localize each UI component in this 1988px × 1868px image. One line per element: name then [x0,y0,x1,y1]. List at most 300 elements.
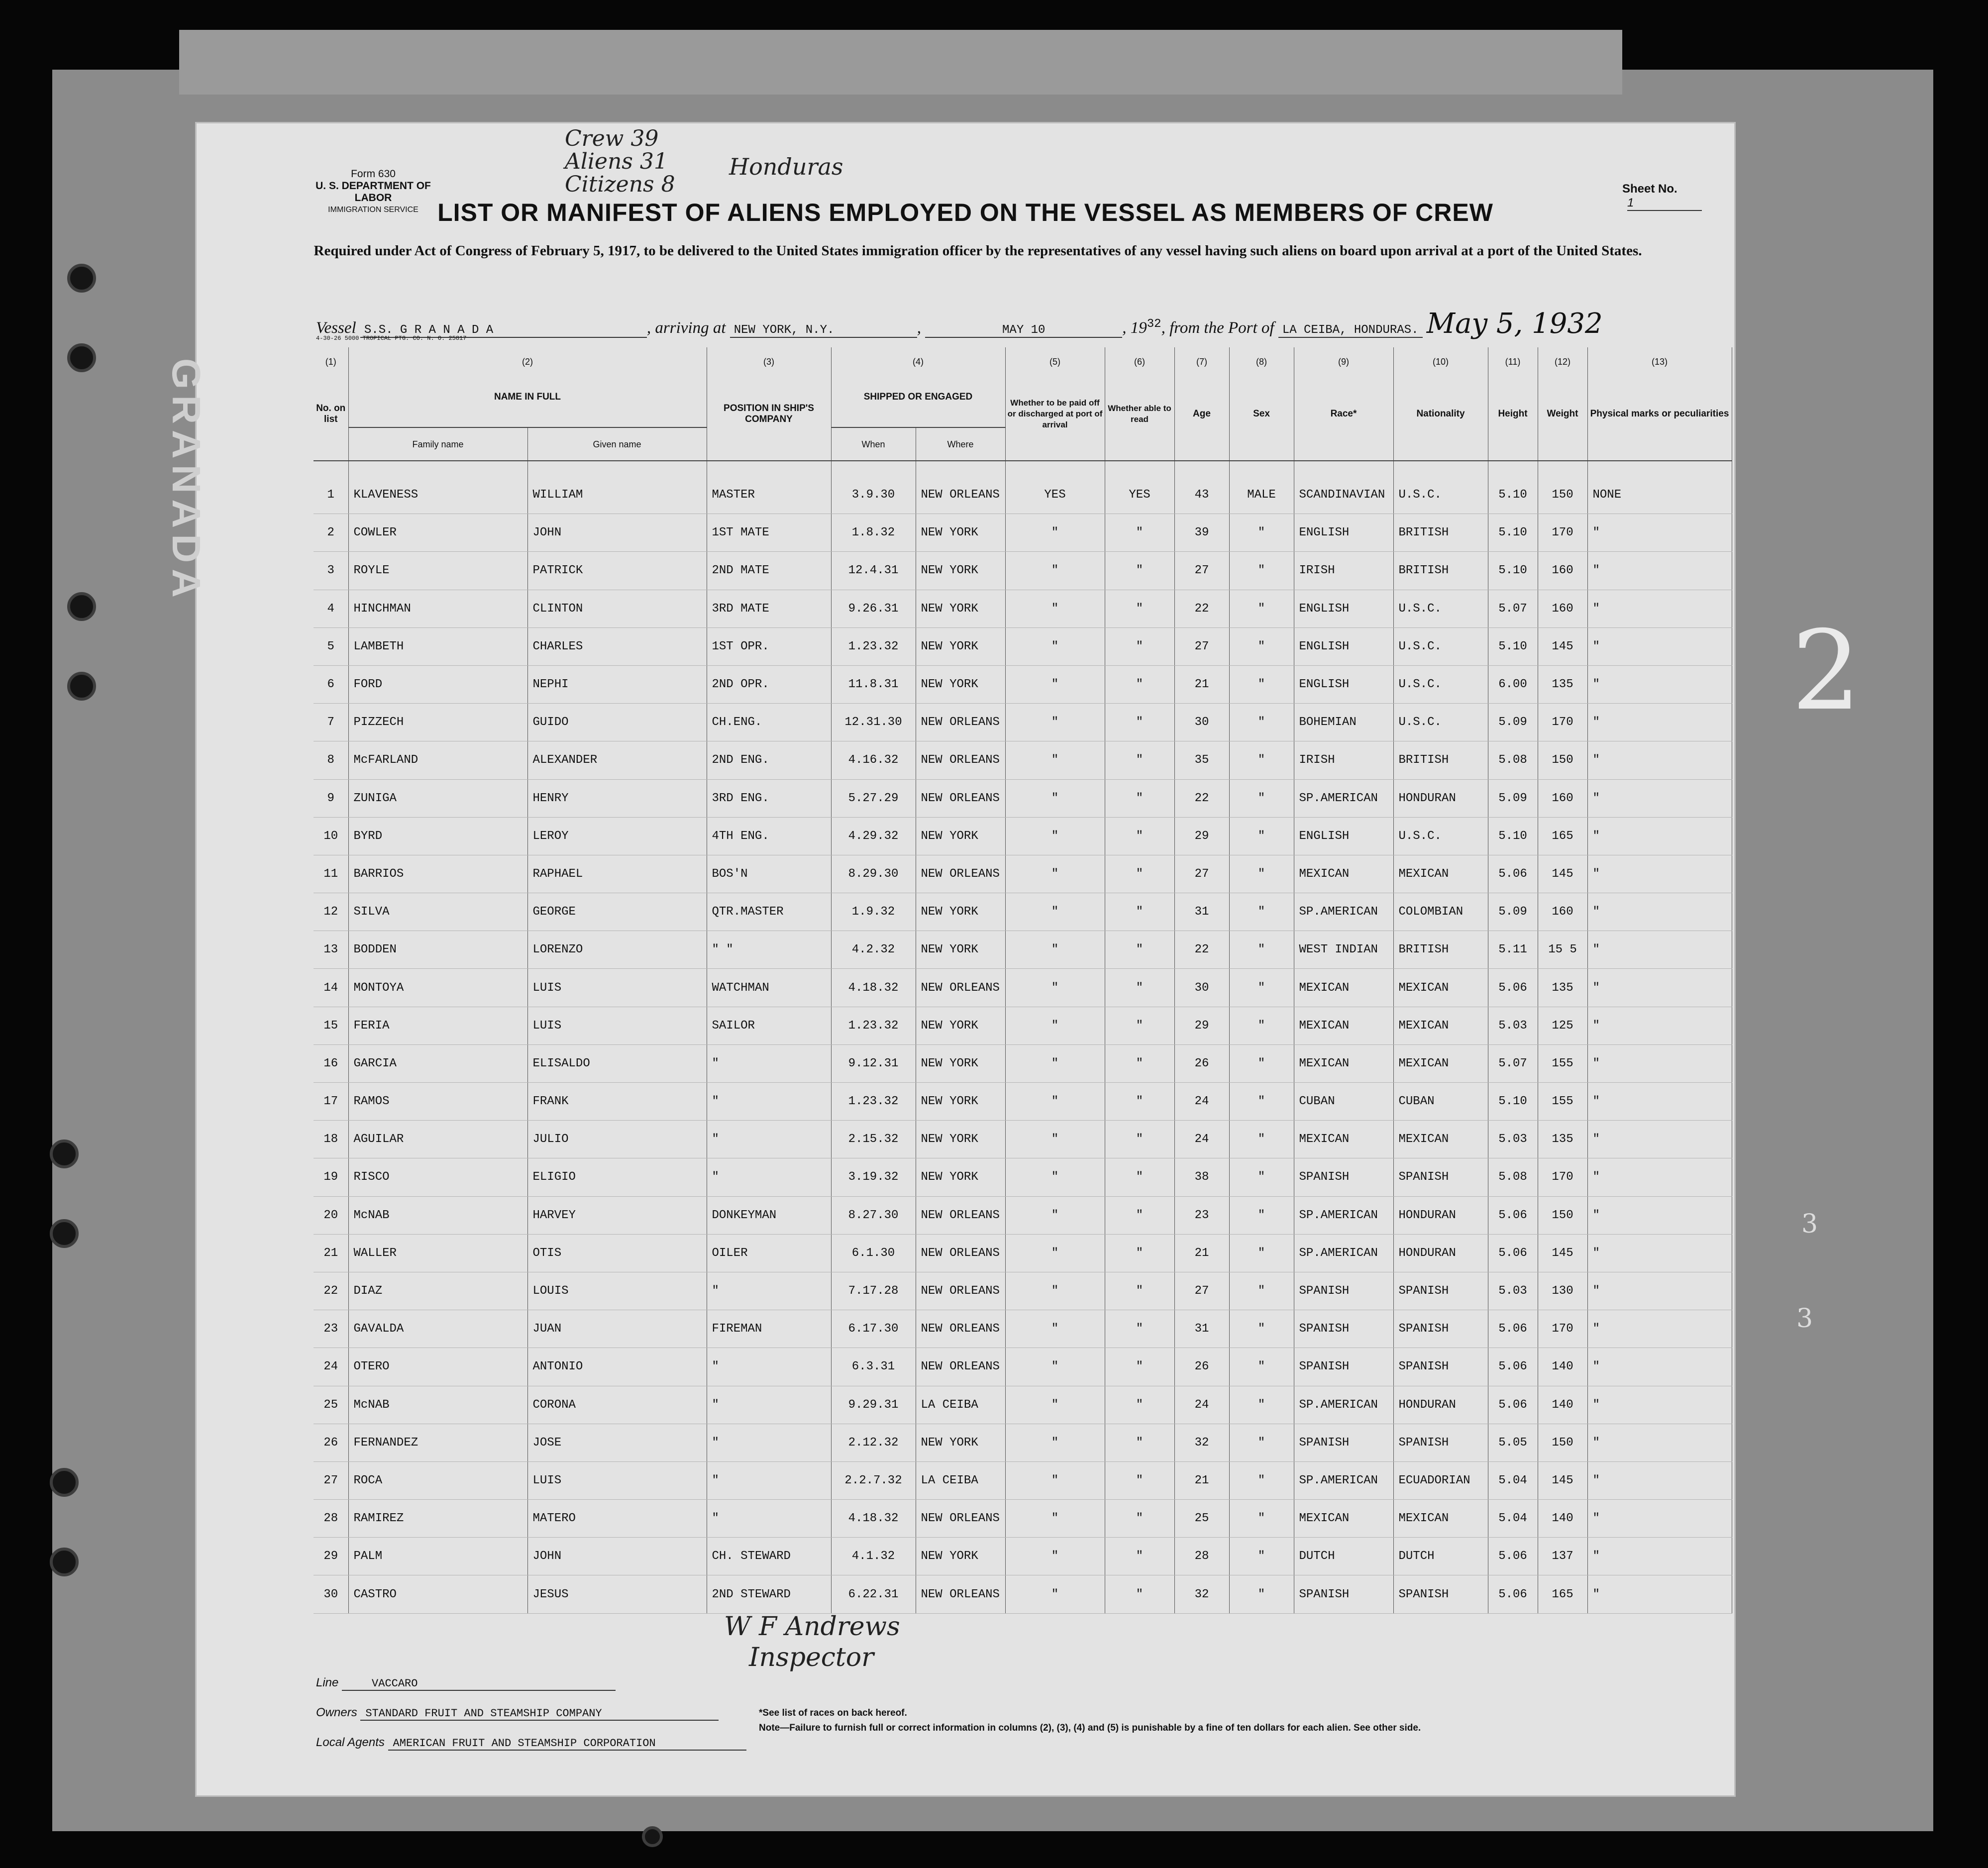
given-name-cell: WILLIAM [527,461,707,514]
shipped-where-cell: NEW YORK [916,665,1005,703]
height-cell: 5.06 [1488,1196,1538,1234]
sex-cell: " [1229,1575,1294,1613]
family-name-cell: RAMOS [348,1083,527,1121]
crew-row [314,1044,1732,1082]
sheet-number-label: Sheet No. [1622,182,1677,196]
crew-row [314,1348,1732,1386]
height-cell: 5.10 [1488,552,1538,590]
race-cell: BOHEMIAN [1294,704,1393,741]
height-cell: 5.10 [1488,1083,1538,1121]
race-cell: ENGLISH [1294,514,1393,552]
crew-row [314,741,1732,779]
list-no-cell: 23 [314,1310,348,1348]
header-physical-marks: Physical marks or peculiarities [1587,367,1732,461]
weight-cell: 145 [1538,855,1587,893]
weight-cell: 165 [1538,817,1587,855]
age-cell: 39 [1174,514,1229,552]
shipped-where-cell: NEW ORLEANS [916,1500,1005,1538]
shipped-where-cell: NEW YORK [916,1007,1005,1044]
nationality-cell: ECUADORIAN [1393,1461,1488,1499]
physical-marks-cell: " [1587,817,1732,855]
col-number: (8) [1229,347,1294,367]
department-name: U. S. DEPARTMENT OF LABOR [315,180,431,204]
position-cell: 4TH ENG. [707,817,831,855]
list-no-cell: 6 [314,665,348,703]
shipped-when-cell: 1.8.32 [831,514,916,552]
list-no-cell: 29 [314,1538,348,1575]
race-cell: MEXICAN [1294,855,1393,893]
able-to-read-cell: " [1105,590,1174,627]
height-cell: 5.09 [1488,893,1538,931]
paid-off-cell: " [1005,1310,1105,1348]
paid-off-cell: " [1005,514,1105,552]
physical-marks-cell: " [1587,1158,1732,1196]
position-cell: 2ND ENG. [707,741,831,779]
list-no-cell: 7 [314,704,348,741]
col-number: (12) [1538,347,1587,367]
physical-marks-cell: NONE [1587,461,1732,514]
nationality-cell: U.S.C. [1393,817,1488,855]
header-weight: Weight [1538,367,1587,461]
able-to-read-cell: " [1105,1196,1174,1234]
sex-cell: " [1229,552,1294,590]
shipped-where-cell: NEW YORK [916,1158,1005,1196]
margin-mark-3: 3 [1796,1304,1813,1334]
height-cell: 5.09 [1488,779,1538,817]
binder-tab [179,30,1622,95]
list-no-cell: 17 [314,1083,348,1121]
sex-cell: " [1229,1121,1294,1158]
physical-marks-cell: " [1587,779,1732,817]
nationality-cell: BRITISH [1393,741,1488,779]
header-nationality: Nationality [1393,367,1488,461]
position-cell: WATCHMAN [707,969,831,1007]
shipped-when-cell: 9.29.31 [831,1386,916,1424]
weight-cell: 15 5 [1538,931,1587,969]
paid-off-cell: " [1005,1234,1105,1272]
able-to-read-cell: " [1105,969,1174,1007]
position-cell: MASTER [707,461,831,514]
position-cell: DONKEYMAN [707,1196,831,1234]
header-race: Race* [1294,367,1393,461]
able-to-read-cell: " [1105,704,1174,741]
crew-row [314,855,1732,893]
punch-hole [67,264,96,293]
shipped-when-cell: 8.29.30 [831,855,916,893]
sex-cell: " [1229,1196,1294,1234]
nationality-cell: U.S.C. [1393,461,1488,514]
family-name-cell: FORD [348,665,527,703]
race-cell: MEXICAN [1294,1500,1393,1538]
paid-off-cell: " [1005,1538,1105,1575]
family-name-cell: SILVA [348,893,527,931]
given-name-cell: NEPHI [527,665,707,703]
height-cell: 6.00 [1488,665,1538,703]
crew-row [314,704,1732,741]
able-to-read-cell: " [1105,1083,1174,1121]
crew-row [314,1461,1732,1499]
race-cell: ENGLISH [1294,627,1393,665]
nationality-cell: SPANISH [1393,1424,1488,1461]
paid-off-cell: " [1005,931,1105,969]
able-to-read-cell: " [1105,1500,1174,1538]
footer-local-agents [316,1736,746,1751]
weight-cell: 140 [1538,1386,1587,1424]
age-cell: 21 [1174,665,1229,703]
nationality-cell: MEXICAN [1393,1121,1488,1158]
crew-row [314,1234,1732,1272]
race-cell: SPANISH [1294,1272,1393,1310]
nationality-cell: MEXICAN [1393,1007,1488,1044]
given-name-cell: HENRY [527,779,707,817]
physical-marks-cell: " [1587,627,1732,665]
physical-marks-cell: " [1587,969,1732,1007]
list-no-cell: 30 [314,1575,348,1613]
crew-row [314,514,1732,552]
list-no-cell: 27 [314,1461,348,1499]
able-to-read-cell: " [1105,1348,1174,1386]
given-name-cell: JOHN [527,1538,707,1575]
position-cell: SAILOR [707,1007,831,1044]
family-name-cell: CASTRO [348,1575,527,1613]
age-cell: 24 [1174,1121,1229,1158]
position-cell: " [707,1121,831,1158]
weight-cell: 160 [1538,893,1587,931]
sex-cell: " [1229,1007,1294,1044]
height-cell: 5.05 [1488,1424,1538,1461]
physical-marks-cell: " [1587,931,1732,969]
family-name-cell: BODDEN [348,931,527,969]
height-cell: 5.07 [1488,1044,1538,1082]
paid-off-cell: " [1005,817,1105,855]
shipped-where-cell: NEW YORK [916,1424,1005,1461]
race-cell: SP.AMERICAN [1294,1461,1393,1499]
sex-cell: " [1229,1500,1294,1538]
list-no-cell: 14 [314,969,348,1007]
shipped-when-cell: 9.26.31 [831,590,916,627]
sex-cell: " [1229,590,1294,627]
crew-table [314,347,1732,1614]
physical-marks-cell: " [1587,855,1732,893]
weight-cell: 150 [1538,1196,1587,1234]
list-no-cell: 8 [314,741,348,779]
age-cell: 27 [1174,855,1229,893]
given-name-cell: FRANK [527,1083,707,1121]
age-cell: 32 [1174,1424,1229,1461]
shipped-when-cell: 1.23.32 [831,1007,916,1044]
physical-marks-cell: " [1587,665,1732,703]
able-to-read-cell: " [1105,1386,1174,1424]
family-name-cell: DIAZ [348,1272,527,1310]
header-able-to-read: Whether able to read [1105,367,1174,461]
crew-row [314,1575,1732,1613]
handwritten-country: Honduras [729,153,843,180]
shipped-when-cell: 5.27.29 [831,779,916,817]
shipped-when-cell: 12.31.30 [831,704,916,741]
column-header-row [314,367,1732,427]
race-cell: MEXICAN [1294,1044,1393,1082]
shipped-where-cell: NEW ORLEANS [916,1310,1005,1348]
column-number-row [314,347,1732,367]
able-to-read-cell: " [1105,893,1174,931]
physical-marks-cell: " [1587,1386,1732,1424]
position-cell: " [707,1348,831,1386]
able-to-read-cell: " [1105,1538,1174,1575]
shipped-where-cell: NEW YORK [916,893,1005,931]
age-cell: 21 [1174,1234,1229,1272]
able-to-read-cell: YES [1105,461,1174,514]
weight-cell: 140 [1538,1500,1587,1538]
shipped-where-cell: NEW ORLEANS [916,461,1005,514]
owners-label: Owners [316,1706,357,1719]
arrival-port: NEW YORK, N.Y. [730,323,917,338]
nationality-cell: SPANISH [1393,1158,1488,1196]
physical-marks-cell: " [1587,704,1732,741]
weight-cell: 145 [1538,1234,1587,1272]
given-name-cell: LEROY [527,817,707,855]
vessel-label: Vessel [316,319,356,337]
shipped-where-cell: NEW YORK [916,817,1005,855]
given-name-cell: PATRICK [527,552,707,590]
shipped-where-cell: NEW ORLEANS [916,1234,1005,1272]
sex-cell: " [1229,1386,1294,1424]
race-cell: DUTCH [1294,1538,1393,1575]
crew-row [314,1007,1732,1044]
shipped-when-cell: 4.18.32 [831,969,916,1007]
paid-off-cell: " [1005,704,1105,741]
nationality-cell: HONDURAN [1393,1234,1488,1272]
crew-row [314,461,1732,514]
inspector-signature [724,1611,900,1673]
height-cell: 5.03 [1488,1272,1538,1310]
height-cell: 5.06 [1488,1575,1538,1613]
paid-off-cell: YES [1005,461,1105,514]
paid-off-cell: " [1005,1044,1105,1082]
paid-off-cell: " [1005,779,1105,817]
paid-off-cell: " [1005,1196,1105,1234]
given-name-cell: ELIGIO [527,1158,707,1196]
age-cell: 26 [1174,1044,1229,1082]
position-cell: " " [707,931,831,969]
local-agents-label: Local Agents [316,1736,385,1749]
age-cell: 30 [1174,704,1229,741]
list-no-cell: 5 [314,627,348,665]
height-cell: 5.03 [1488,1007,1538,1044]
vessel-line: Vessel S.S. G R A N A D A , arriving at NEW YORK, N.Y. , MAY 10 , 1932, from the Port of LA CEIBA, HONDURAS. May 5, 1932 [316,308,1603,340]
weight-cell: 155 [1538,1044,1587,1082]
height-cell: 5.06 [1488,855,1538,893]
age-cell: 21 [1174,1461,1229,1499]
sex-cell: " [1229,1158,1294,1196]
sex-cell: " [1229,741,1294,779]
sex-cell: " [1229,1348,1294,1386]
height-cell: 5.06 [1488,1234,1538,1272]
nationality-cell: BRITISH [1393,514,1488,552]
physical-marks-cell: " [1587,1461,1732,1499]
paid-off-cell: " [1005,665,1105,703]
weight-cell: 170 [1538,704,1587,741]
shipped-when-cell: 9.12.31 [831,1044,916,1082]
punch-hole [67,592,96,621]
form-number: Form 630 [351,168,396,180]
able-to-read-cell: " [1105,1272,1174,1310]
nationality-cell: MEXICAN [1393,1500,1488,1538]
nationality-cell: SPANISH [1393,1348,1488,1386]
height-cell: 5.06 [1488,969,1538,1007]
sex-cell: " [1229,893,1294,931]
given-name-cell: LOUIS [527,1272,707,1310]
physical-marks-cell: " [1587,741,1732,779]
shipped-where-cell: NEW YORK [916,514,1005,552]
position-cell: " [707,1272,831,1310]
age-cell: 29 [1174,1007,1229,1044]
arrival-date: MAY 10 [925,323,1122,338]
owners-value: STANDARD FRUIT AND STEAMSHIP COMPANY [360,1707,719,1721]
weight-cell: 135 [1538,1121,1587,1158]
physical-marks-cell: " [1587,590,1732,627]
able-to-read-cell: " [1105,741,1174,779]
line-label: Line [316,1676,339,1689]
sex-cell: " [1229,1083,1294,1121]
paid-off-cell: " [1005,893,1105,931]
race-cell: MEXICAN [1294,1007,1393,1044]
paid-off-cell: " [1005,1461,1105,1499]
age-cell: 29 [1174,817,1229,855]
col-number: (2) [348,347,707,367]
physical-marks-cell: " [1587,1044,1732,1082]
race-cell: ENGLISH [1294,590,1393,627]
paid-off-cell: " [1005,590,1105,627]
family-name-cell: BYRD [348,817,527,855]
age-cell: 31 [1174,893,1229,931]
list-no-cell: 25 [314,1386,348,1424]
able-to-read-cell: " [1105,931,1174,969]
list-no-cell: 21 [314,1234,348,1272]
position-cell: 1ST OPR. [707,627,831,665]
race-cell: SP.AMERICAN [1294,1196,1393,1234]
col-number: (6) [1105,347,1174,367]
shipped-where-cell: NEW ORLEANS [916,741,1005,779]
shipped-where-cell: NEW ORLEANS [916,1272,1005,1310]
position-cell: " [707,1083,831,1121]
race-cell: SPANISH [1294,1348,1393,1386]
shipped-where-cell: NEW YORK [916,1538,1005,1575]
header-age: Age [1174,367,1229,461]
col-number: (13) [1587,347,1732,367]
crew-row [314,1196,1732,1234]
height-cell: 5.10 [1488,627,1538,665]
crew-row [314,1121,1732,1158]
shipped-where-cell: NEW YORK [916,552,1005,590]
crew-row [314,931,1732,969]
sex-cell: " [1229,1310,1294,1348]
family-name-cell: FERIA [348,1007,527,1044]
nationality-cell: BRITISH [1393,931,1488,969]
given-name-cell: RAPHAEL [527,855,707,893]
family-name-cell: MONTOYA [348,969,527,1007]
manifest-page [197,123,1734,1795]
able-to-read-cell: " [1105,779,1174,817]
year-prefix: , 19 [1122,319,1147,337]
shipped-where-cell: NEW YORK [916,627,1005,665]
able-to-read-cell: " [1105,627,1174,665]
col-number: (7) [1174,347,1229,367]
shipped-where-cell: NEW ORLEANS [916,969,1005,1007]
paid-off-cell: " [1005,1083,1105,1121]
sex-cell: " [1229,817,1294,855]
nationality-cell: MEXICAN [1393,855,1488,893]
sex-cell: " [1229,931,1294,969]
margin-mark-2: 2 [1791,607,1861,734]
given-name-cell: CHARLES [527,627,707,665]
list-no-cell: 12 [314,893,348,931]
paid-off-cell: " [1005,1007,1105,1044]
position-cell: QTR.MASTER [707,893,831,931]
position-cell: 2ND MATE [707,552,831,590]
position-cell: 2ND OPR. [707,665,831,703]
weight-cell: 160 [1538,779,1587,817]
handwritten-departure-date: May 5, 1932 [1426,308,1603,340]
sex-cell: " [1229,627,1294,665]
crew-row [314,817,1732,855]
list-no-cell: 22 [314,1272,348,1310]
given-name-cell: JOSE [527,1424,707,1461]
weight-cell: 155 [1538,1083,1587,1121]
list-no-cell: 26 [314,1424,348,1461]
paid-off-cell: " [1005,969,1105,1007]
height-cell: 5.06 [1488,1538,1538,1575]
nationality-cell: MEXICAN [1393,969,1488,1007]
nationality-cell: CUBAN [1393,1083,1488,1121]
weight-cell: 150 [1538,741,1587,779]
sex-cell: " [1229,1044,1294,1082]
list-no-cell: 13 [314,931,348,969]
sheet-number-value: 1 [1627,196,1702,211]
position-cell: " [707,1044,831,1082]
sex-cell: " [1229,514,1294,552]
race-cell: SP.AMERICAN [1294,1234,1393,1272]
weight-cell: 135 [1538,665,1587,703]
crew-row [314,893,1732,931]
col-number: (11) [1488,347,1538,367]
position-cell: " [707,1500,831,1538]
list-no-cell: 24 [314,1348,348,1386]
physical-marks-cell: " [1587,1007,1732,1044]
header-position: POSITION IN SHIP'S COMPANY [707,367,831,461]
given-name-cell: HARVEY [527,1196,707,1234]
race-cell: SPANISH [1294,1424,1393,1461]
crew-row [314,1500,1732,1538]
crew-row [314,1083,1732,1121]
able-to-read-cell: " [1105,817,1174,855]
family-name-cell: WALLER [348,1234,527,1272]
penalty-note: Note—Failure to furnish full or correct information in columns (2), (3), (4) and (5) is punishable by a fine of ten dollars for each alien. See other side. [759,1723,1421,1733]
shipped-when-cell: 12.4.31 [831,552,916,590]
position-cell: " [707,1158,831,1196]
punch-hole [67,672,96,701]
weight-cell: 170 [1538,1310,1587,1348]
position-cell: CH. STEWARD [707,1538,831,1575]
citizens-count: Citizens 8 [565,172,675,197]
age-cell: 27 [1174,627,1229,665]
physical-marks-cell: " [1587,1424,1732,1461]
able-to-read-cell: " [1105,1121,1174,1158]
punch-hole [67,343,96,372]
age-cell: 28 [1174,1538,1229,1575]
sex-cell: " [1229,779,1294,817]
header-height: Height [1488,367,1538,461]
given-name-cell: ELISALDO [527,1044,707,1082]
